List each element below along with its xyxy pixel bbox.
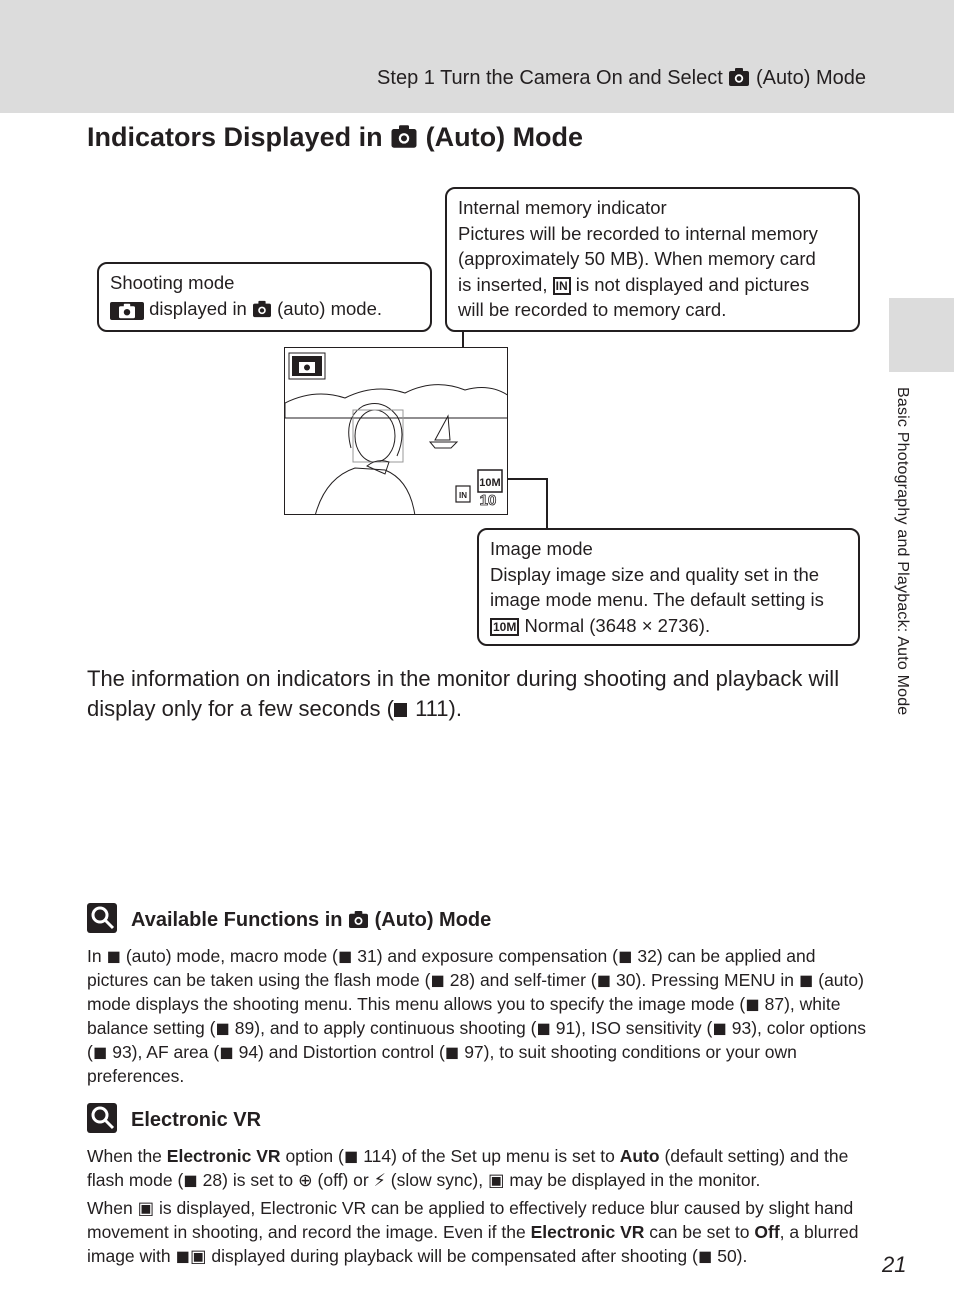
- callout-title: Shooting mode: [110, 272, 235, 293]
- note-icon: [87, 1103, 117, 1133]
- chapter-label: Basic Photography and Playback: Auto Mode: [894, 387, 911, 716]
- callout-line: [490, 613, 848, 639]
- camera-icon: [252, 300, 272, 318]
- shooting-mode-badge-icon: [110, 302, 144, 320]
- callout-title: Image mode: [490, 538, 593, 559]
- section-body: [87, 1144, 872, 1268]
- running-header: [377, 67, 866, 90]
- image-mode-symbol: 10M: [479, 477, 501, 489]
- callout-text: (auto) mode.: [277, 297, 383, 319]
- page-title: [87, 122, 583, 153]
- callout-line: [110, 296, 420, 322]
- page-title-after: (Auto) Mode: [425, 122, 584, 152]
- section-paragraph: In ◼ (auto) mode, macro mode (◼ 31) and exposure compensation (◼ 32) can be applied and pictures can be taken using the flash mode (◼ 28) and self-timer (◼ 30). Pressing MENU in ◼ (auto) mode displays the shooting menu. This menu allows you to specify the image mode (◼ 87), white balance setting (◼ 89), and to apply continuous shooting (◼ 91), ISO sensitivity (◼ 93), color options (◼ 93), AF area (◼ 94) and Distortion control (◼ 97), to suit shooting conditions or your own preferences.: [87, 946, 866, 1086]
- intro-text: The information on indicators in the monitor during shooting and playback will display only for a few seconds (: [87, 666, 840, 721]
- note-icon: [87, 903, 117, 933]
- memory-symbol: IN: [459, 491, 467, 500]
- running-header-text-before: Step 1 Turn the Camera On and Select: [377, 67, 723, 89]
- image-mode-icon: 10M: [490, 618, 519, 636]
- bold-term: Electronic VR: [166, 1146, 281, 1166]
- connector-line: [546, 478, 548, 530]
- callout-shooting-mode: [97, 262, 432, 332]
- callout-text: displayed in: [149, 297, 247, 319]
- bold-term: Electronic VR: [530, 1222, 645, 1242]
- exposure-count: 10: [479, 492, 497, 509]
- chapter-tab: [889, 298, 954, 372]
- callout-line: (approximately 50 MB). When memory card: [458, 248, 816, 269]
- monitor-illustration: [284, 347, 508, 515]
- text: When the: [87, 1146, 162, 1166]
- connector-line: [504, 478, 548, 480]
- callout-line: [458, 272, 848, 298]
- bold-term: Off: [754, 1222, 780, 1242]
- text: option (◼ 114) of the Set up menu is set to: [285, 1146, 615, 1166]
- callout-text: Normal (3648 × 2736).: [524, 614, 711, 636]
- section-body: [87, 944, 872, 1088]
- callout-text: is inserted,: [458, 273, 548, 295]
- internal-memory-icon: IN: [553, 277, 571, 295]
- camera-icon: [728, 67, 750, 87]
- callout-line: image mode menu. The default setting is: [490, 589, 824, 610]
- callout-image-mode: [477, 528, 860, 646]
- page-ref-icon: [394, 703, 407, 717]
- callout-line: Pictures will be recorded to internal memory: [458, 222, 818, 244]
- text: can be set to: [649, 1222, 750, 1242]
- text: When ▣ is displayed, Electronic VR can be applied to effectively reduce blur caused by slight hand movement in shooting, and record the image. Even if the: [87, 1198, 854, 1242]
- bold-term: Auto: [619, 1146, 660, 1166]
- monitor-scene: [285, 348, 508, 515]
- callout-line: will be recorded to memory card.: [458, 299, 727, 320]
- callout-title: Internal memory indicator: [458, 197, 667, 218]
- callout-text: is not displayed and pictures: [575, 273, 810, 295]
- camera-icon: [348, 910, 369, 929]
- section-heading: [131, 909, 491, 932]
- page-title-before: Indicators Displayed in: [87, 122, 383, 152]
- intro-text: 111).: [415, 696, 462, 721]
- section-paragraph: [87, 1196, 872, 1268]
- section-heading-after: (Auto) Mode: [374, 909, 492, 931]
- section-heading-before: Available Functions in: [131, 909, 343, 931]
- text: (default setting) and the flash mode (◼ 28) is set to ⊕ (off) or ⚡ (slow sync), ▣ may be displayed in the monitor.: [87, 1146, 849, 1190]
- page-number: 21: [882, 1252, 907, 1277]
- intro-paragraph: [87, 664, 867, 724]
- header-band: [0, 0, 954, 113]
- camera-icon: [390, 124, 418, 149]
- callout-internal-memory: [445, 187, 860, 332]
- section-paragraph: [87, 1144, 872, 1192]
- running-header-text-after: (Auto) Mode: [755, 67, 866, 89]
- callout-line: Display image size and quality set in the: [490, 563, 820, 585]
- section-heading: Electronic VR: [131, 1109, 262, 1131]
- text: , a blurred image with ◼▣ displayed during playback will be compensated after shooting (◼ 50).: [87, 1222, 859, 1266]
